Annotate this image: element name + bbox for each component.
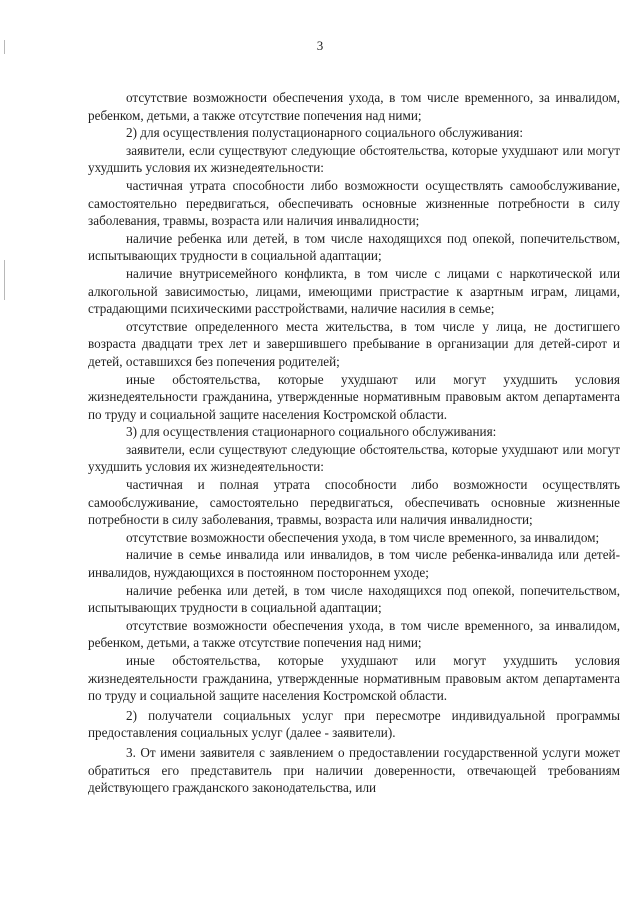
paragraph-full-partial-loss: частичная и полная утрата способности либо возможности осуществлять самообслуживание, самостоятельно передвигаться, обеспечивать основные жизненные потребности в силу заболевания, травмы, возраста или наличия инвалидности; — [88, 477, 620, 528]
paragraph-no-residence: отсутствие определенного места жительства, в том числе у лица, не достигшего возраста двадцати трех лет и завершившего пребывание в организации для детей-сирот и детей, оставшихся без попечения родителей; — [88, 318, 620, 369]
scan-margin-mark — [4, 260, 5, 300]
paragraph-applicants-conditions: заявители, если существуют следующие обстоятельства, которые ухудшают или могут ухудшить условия их жизнедеятельности: — [88, 142, 620, 176]
paragraph-care-absence: отсутствие возможности обеспечения ухода, в том числе временного, за инвалидом, ребенком, детьми, а также отсутствие попечения над ними; — [88, 90, 620, 123]
paragraph-applicants-conditions-2: заявители, если существуют следующие обстоятельства, которые ухудшают или могут ухудшить условия их жизнедеятельности: — [88, 441, 620, 475]
page-number: 3 — [316, 38, 324, 53]
paragraph-children-guardianship: наличие ребенка или детей, в том числе находящихся под опекой, попечительством, испытывающих трудности в социальной адаптации; — [88, 230, 620, 264]
paragraph-family-conflict: наличие внутрисемейного конфликта, в том числе с лицами с наркотической или алкогольной зависимостью, лицами, имеющими пристрастие к азартным играм, лицами, страдающими психическими расстройствами, наличие насилия в семье; — [88, 265, 620, 317]
paragraph-representative: 3. От имени заявителя с заявлением о предоставлении государственной услуги может обратиться его представитель при наличии доверенности, отвечающей требованиям действующего гражданского законодательства, или — [88, 744, 620, 796]
paragraph-other-circumstances: иные обстоятельства, которые ухудшают или могут ухудшить условия жизнедеятельности гражданина, утвержденные нормативным правовым актом департамента по труду и социальной защите населения Костромской области. — [88, 371, 620, 422]
paragraph-disabled-care-absence: отсутствие возможности обеспечения ухода, в том числе временного, за инвалидом; — [126, 529, 600, 545]
paragraph-service-recipients: 2) получатели социальных услуг при пересмотре индивидуальной программы предоставления социальных услуг (далее - заявители). — [88, 707, 620, 741]
paragraph-partial-loss: частичная утрата способности либо возможности осуществлять самообслуживание, самостоятельно передвигаться, обеспечивать основные жизненные потребности в силу заболевания, травмы, возраста или наличия инвалидности; — [88, 177, 620, 229]
paragraph-children-guardianship-2: наличие ребенка или детей, в том числе находящихся под опекой, попечительством, испытывающих трудности в социальной адаптации; — [88, 582, 620, 616]
paragraph-care-absence-2: отсутствие возможности обеспечения ухода, в том числе временного, за инвалидом, ребенком, детьми, а также отсутствие попечения над ними; — [88, 617, 620, 651]
document-body — [88, 89, 620, 797]
paragraph-stationary-heading: 3) для осуществления стационарного социального обслуживания: — [126, 424, 497, 440]
paragraph-disabled-in-family: наличие в семье инвалида или инвалидов, в том числе ребенка-инвалида или детей-инвалидов, нуждающихся в постоянном постороннем уходе; — [88, 547, 620, 581]
paragraph-semi-stationary-heading: 2) для осуществления полустационарного социального обслуживания: — [126, 125, 523, 141]
paragraph-other-circumstances-2: иные обстоятельства, которые ухудшают или могут ухудшить условия жизнедеятельности гражданина, утвержденные нормативным правовым актом департамента по труду и социальной защите населения Костромской области. — [88, 653, 620, 704]
